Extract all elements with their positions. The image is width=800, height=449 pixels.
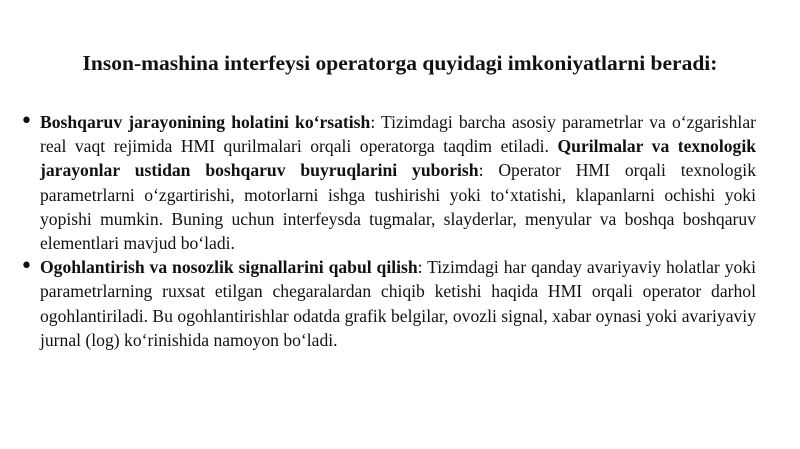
bullet-heading: Qurilmalar va texnologik jarayonlar ustidan boshqaruv buyruqlarini yuborish bbox=[40, 136, 756, 181]
bullet-item-display-control bbox=[20, 110, 756, 255]
bullet-text: : Tizimdagi barcha asosiy parametrlar va o‘zgarishlar real vaqt rejimida HMI qurilmalari orqali operatorga taqdim etiladi. bbox=[40, 112, 756, 157]
bullet-heading: Ogohlantirish va nosozlik signallarini qabul qilish bbox=[40, 257, 418, 278]
bullet-text: : Operator HMI orqali texnologik parametrlarni o‘zgartirishi, motorlarni ishga tushirishi yoki to‘xtatishi, klapanlarni ochishi yoki yopishi mumkin. Buning uchun interfeysda tugmalar, slayderlar, menyular va boshqa boshqaruv elementlari mavjud bo‘ladi. bbox=[40, 160, 756, 254]
bullet-text: : Tizimdagi har qanday avariyaviy holatlar yoki parametrlarning ruxsat etilgan chegaralardan chiqib ketishi haqida HMI orqali operator darhol ogohlantiriladi. Bu ogohlantirishlar odatda grafik belgilar, ovozli signal, xabar oynasi yoki avariyaviy jurnal (log) ko‘rinishida namoyon bo‘ladi. bbox=[40, 257, 756, 350]
bullet-icon: • bbox=[20, 109, 33, 134]
slide-title: Inson-mashina interfeysi operatorga quyidagi imkoniyatlarni beradi: bbox=[82, 51, 718, 75]
bullet-icon: • bbox=[20, 254, 33, 280]
bullet-item-alarms bbox=[20, 255, 756, 352]
bullet-list bbox=[20, 110, 756, 352]
bullet-heading: Boshqaruv jarayonining holatini ko‘rsatish bbox=[40, 112, 371, 132]
